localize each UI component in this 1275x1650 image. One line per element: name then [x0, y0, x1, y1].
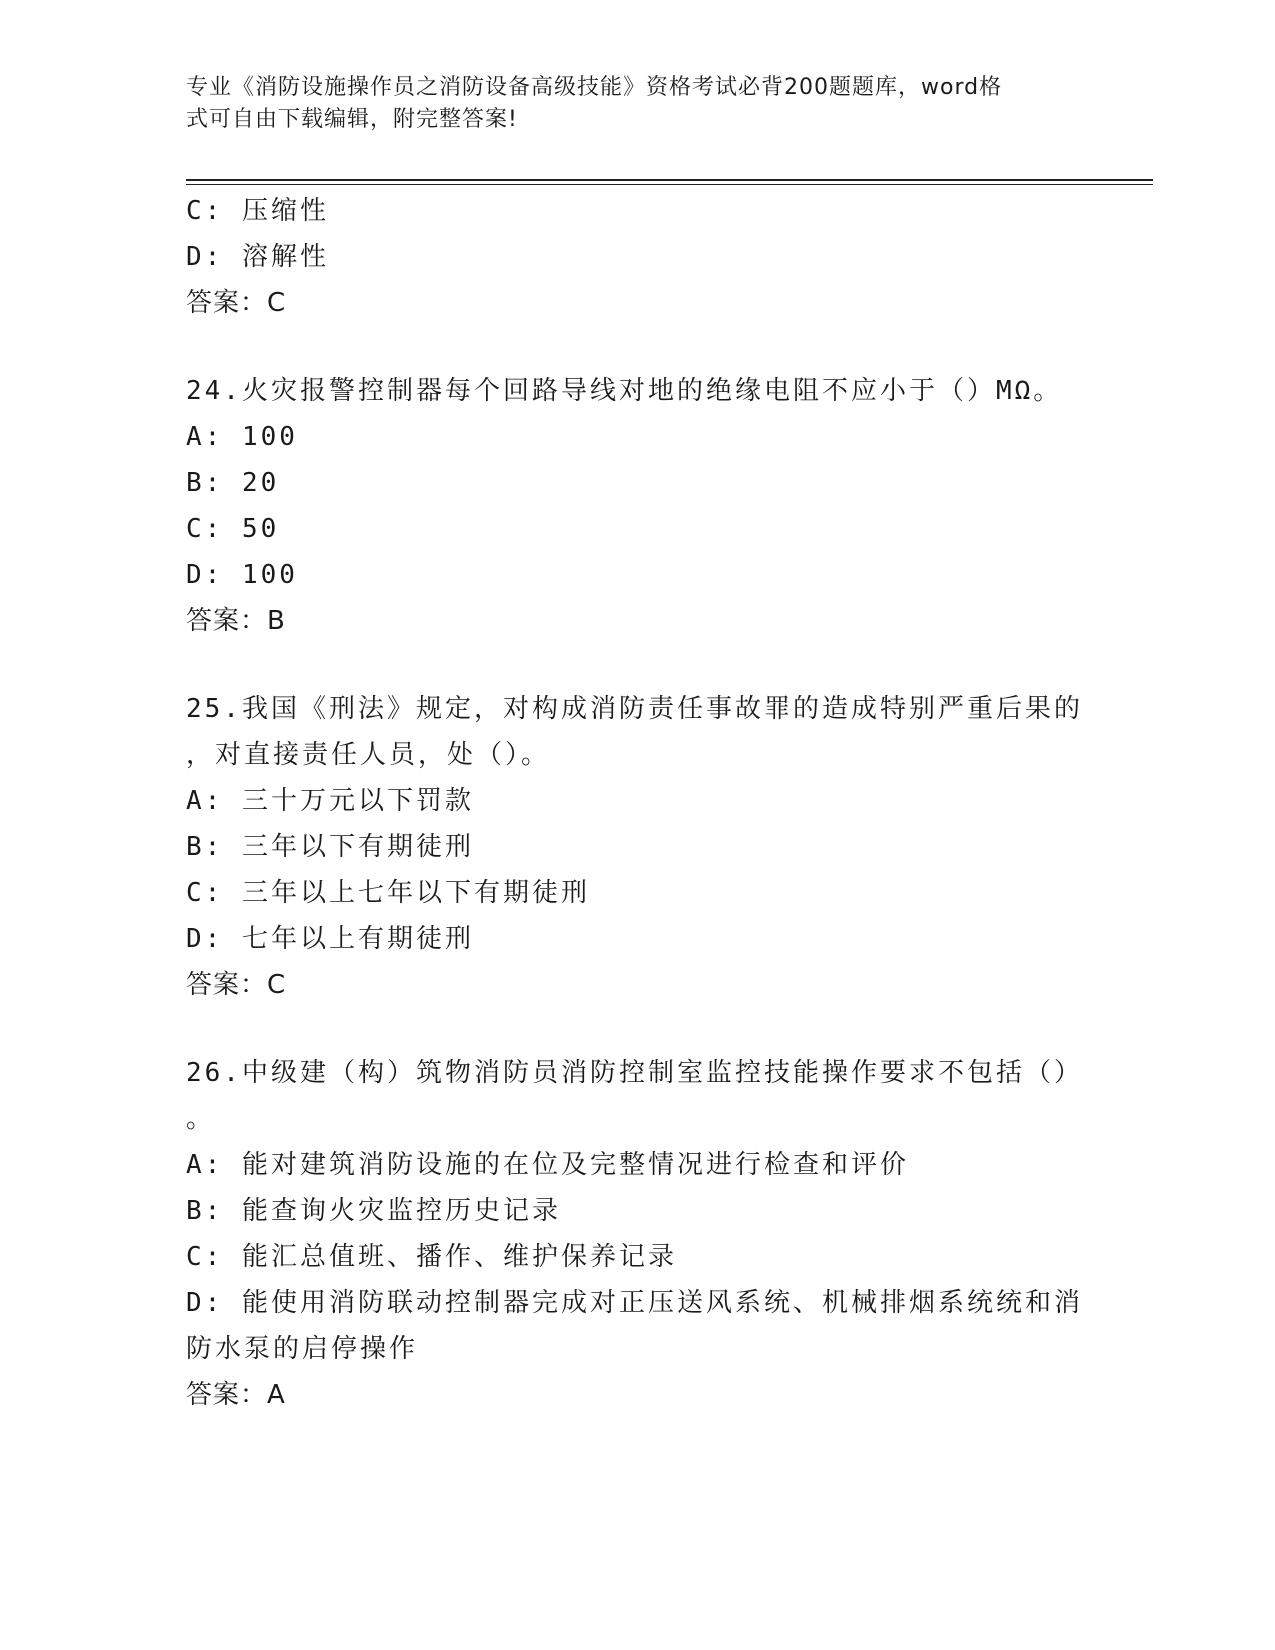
option-a: A: 三十万元以下罚款 — [186, 786, 474, 816]
question-stem: 26.中级建（构）筑物消防员消防控制室监控技能操作要求不包括（） — [186, 1058, 1083, 1088]
header-line-2: 式可自由下载编辑，附完整答案! — [186, 107, 518, 132]
option-c: C: 压缩性 — [186, 196, 329, 226]
answer-line: 答案：A — [186, 1380, 286, 1410]
header-rule-thin — [186, 184, 1153, 185]
option-d: D: 溶解性 — [186, 242, 329, 272]
answer-line: 答案：C — [186, 970, 287, 1000]
question-list — [186, 188, 1086, 1418]
option-d: D: 能使用消防联动控制器完成对正压送风系统、机械排烟系统统和消 — [186, 1288, 1083, 1318]
spacer — [186, 644, 1086, 686]
answer-line: 答案：C — [186, 288, 287, 318]
option-b: B: 20 — [186, 468, 280, 498]
question-stem: 24.火灾报警控制器每个回路导线对地的绝缘电阻不应小于（）MΩ。 — [186, 376, 1063, 406]
question-stem-continued: ，对直接责任人员，处（）。 — [186, 740, 551, 770]
option-d-continued: 防水泵的启停操作 — [186, 1334, 419, 1364]
question-block-26 — [186, 1050, 1086, 1418]
option-c: C: 三年以上七年以下有期徒刑 — [186, 878, 590, 908]
spacer — [186, 326, 1086, 368]
answer-line: 答案：B — [186, 606, 286, 636]
option-b: B: 三年以下有期徒刑 — [186, 832, 474, 862]
question-block-23 — [186, 188, 1086, 326]
document-header — [186, 72, 1086, 136]
header-rule-thick — [186, 179, 1153, 181]
option-a: A: 能对建筑消防设施的在位及完整情况进行检查和评价 — [186, 1150, 909, 1180]
spacer — [186, 1008, 1086, 1050]
option-d: D: 100 — [186, 560, 298, 590]
question-block-25 — [186, 686, 1086, 1008]
question-stem-continued: 。 — [186, 1104, 216, 1134]
option-a: A: 100 — [186, 422, 298, 452]
question-block-24 — [186, 368, 1086, 644]
option-c: C: 能汇总值班、播作、维护保养记录 — [186, 1242, 677, 1272]
header-line-1: 专业《消防设施操作员之消防设备高级技能》资格考试必背200题题库，word格 — [186, 75, 1003, 100]
question-stem: 25.我国《刑法》规定，对构成消防责任事故罪的造成特别严重后果的 — [186, 694, 1083, 724]
option-d: D: 七年以上有期徒刑 — [186, 924, 474, 954]
option-c: C: 50 — [186, 514, 280, 544]
option-b: B: 能查询火灾监控历史记录 — [186, 1196, 561, 1226]
